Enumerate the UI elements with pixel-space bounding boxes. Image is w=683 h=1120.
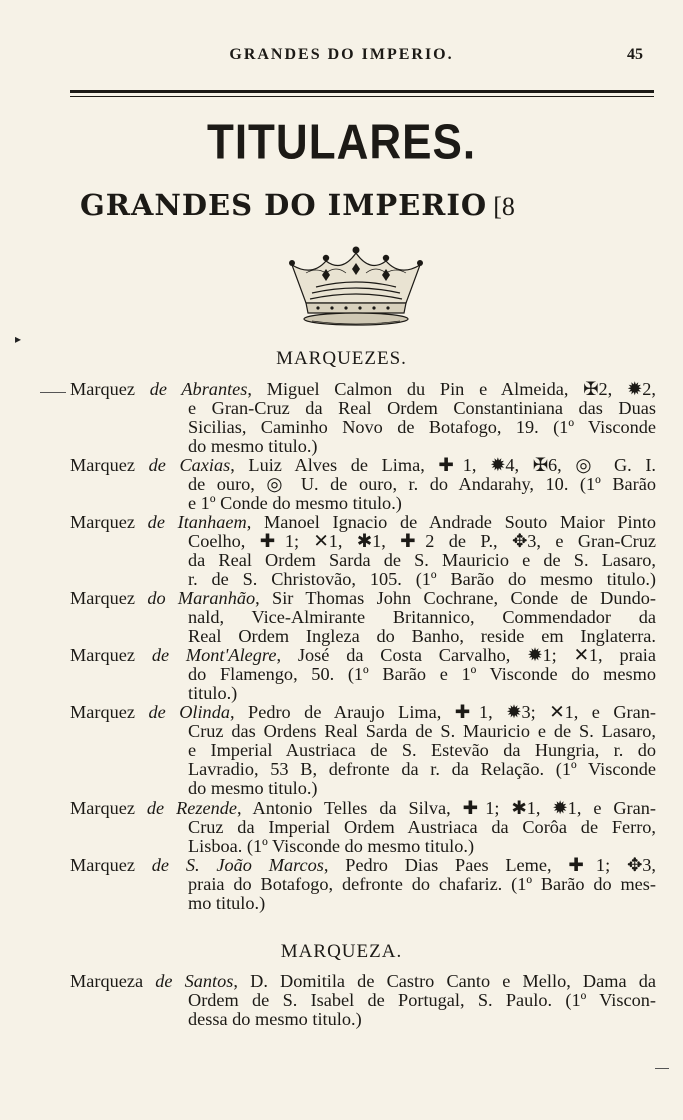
entry-line: Lisboa. (1º Visconde do mesmo titulo.) xyxy=(188,836,475,857)
entry-line: de ouro, ◎ U. de ouro, r. do Andarahy, 10. (1º Barão xyxy=(188,474,656,495)
title-name: de Olinda xyxy=(148,702,230,722)
running-title: GRANDES DO IMPERIO. xyxy=(229,46,454,63)
running-head xyxy=(0,46,683,70)
entry-line: Marquez de Olinda, Pedro de Araujo Lima, ✚1, ✹3; ✕1, e Gran- xyxy=(70,702,656,722)
section-heading-marquezes: MARQUEZES. xyxy=(276,348,407,369)
entry-line: Marquez de S. João Marcos, Pedro Dias Paes Leme, ✚1; ✥3, xyxy=(70,855,656,875)
entry-line: Lavradio, 53 B, defronte da r. da Relação. (1º Visconde xyxy=(188,759,656,780)
entry-line: Marquez de Itanhaem, Manoel Ignacio de Andrade Souto Maior Pinto xyxy=(70,512,656,532)
entry-4 xyxy=(70,646,656,703)
entry-line: mo titulo.) xyxy=(188,893,266,914)
entry-line: Coelho, ✚1; ✕1, ✱1, ✚2 de P., ✥3, e Gran-Cruz xyxy=(188,531,656,552)
crown-icon xyxy=(282,243,430,329)
entry-line: titulo.) xyxy=(188,683,238,704)
margin-dash-bottom xyxy=(655,1068,669,1069)
entry-line: Marquez do Maranhão, Sir Thomas John Cochrane, Conde de Dundo- xyxy=(70,588,656,608)
entry-line: e Imperial Austriaca de S. Estevão da Hungria, r. do xyxy=(188,740,656,761)
entry-8 xyxy=(70,972,656,1029)
entry-line: do mesmo titulo.) xyxy=(188,778,318,799)
entry-line: r. de S. Christovão, 105. (1º Barão do mesmo titulo.) xyxy=(188,569,656,590)
entry-line: da Real Ordem Sarda de S. Mauricio e de S. Lasaro, xyxy=(188,550,656,571)
margin-dash xyxy=(40,392,66,393)
title-name: de Caxias xyxy=(148,455,231,475)
entry-line: dessa do mesmo titulo.) xyxy=(188,1009,362,1030)
entry-line: e 1º Conde do mesmo titulo.) xyxy=(188,493,402,514)
title-name: do Maranhão xyxy=(147,588,256,608)
title-name: de Rezende xyxy=(146,798,237,818)
header-rule-thick xyxy=(70,90,654,93)
page-number: 45 xyxy=(627,46,643,63)
entry-line: do mesmo titulo.) xyxy=(188,436,318,457)
subtitle xyxy=(80,188,640,222)
entry-line: Marquez de Mont'Alegre, José da Costa Carvalho, ✹1; ✕1, praia xyxy=(70,645,657,665)
entry-line: Cruz das Ordens Real Sarda de S. Mauricio e de S. Lasaro, xyxy=(188,721,656,742)
subtitle-text: GRANDES DO IMPERIO xyxy=(80,188,488,222)
entry-line: Marqueza de Santos, D. Domitila de Castro Canto e Mello, Dama da xyxy=(70,971,656,991)
subtitle-note: [8 xyxy=(493,192,515,221)
entry-line: nald, Vice-Almirante Britannico, Commendador da xyxy=(188,607,656,628)
entry-5 xyxy=(70,703,656,798)
title-name: de Santos xyxy=(155,971,234,991)
entry-line: Ordem de S. Isabel de Portugal, S. Paulo. (1º Viscon- xyxy=(188,990,656,1011)
entry-0 xyxy=(70,380,656,456)
entry-1 xyxy=(70,456,656,513)
entry-line: Marquez de Caxias, Luiz Alves de Lima, ✚1, ✹4, ✠6, ◎ G. I. xyxy=(70,455,656,475)
margin-mark: ▸ xyxy=(15,332,22,346)
entry-line: praia do Botafogo, defronte do chafariz. (1º Barão do mes- xyxy=(188,874,656,895)
title-name: de Mont'Alegre xyxy=(151,645,277,665)
entry-7 xyxy=(70,856,656,913)
entry-line: Real Ordem Ingleza do Banho, reside em Inglaterra. xyxy=(188,626,656,647)
entry-line: Marquez de Rezende, Antonio Telles da Silva, ✚1; ✱1, ✹1, e Gran- xyxy=(70,798,656,818)
entry-line: do Flamengo, 50. (1º Barão e 1º Visconde do mesmo xyxy=(188,664,656,685)
header-rule-thin xyxy=(70,96,654,97)
section-heading-marqueza: MARQUEZA. xyxy=(280,941,403,962)
entry-6 xyxy=(70,799,656,856)
entry-line: Marquez de Abrantes, Miguel Calmon du Pin e Almeida, ✠2, ✹2, xyxy=(70,379,656,399)
title-name: de Abrantes xyxy=(149,379,248,399)
entry-line: e Gran-Cruz da Real Ordem Constantiniana das Duas xyxy=(188,398,656,419)
entry-line: Sicilias, Caminho Novo de Botafogo, 19. (1º Visconde xyxy=(188,417,656,438)
main-title: TITULARES. xyxy=(206,115,477,170)
title-name: de Itanhaem xyxy=(147,512,247,532)
entry-2 xyxy=(70,513,656,589)
entry-3 xyxy=(70,589,656,646)
entry-line: Cruz da Imperial Ordem Austriaca da Corôa de Ferro, xyxy=(188,817,656,838)
title-name: de S. João Marcos xyxy=(151,855,324,875)
